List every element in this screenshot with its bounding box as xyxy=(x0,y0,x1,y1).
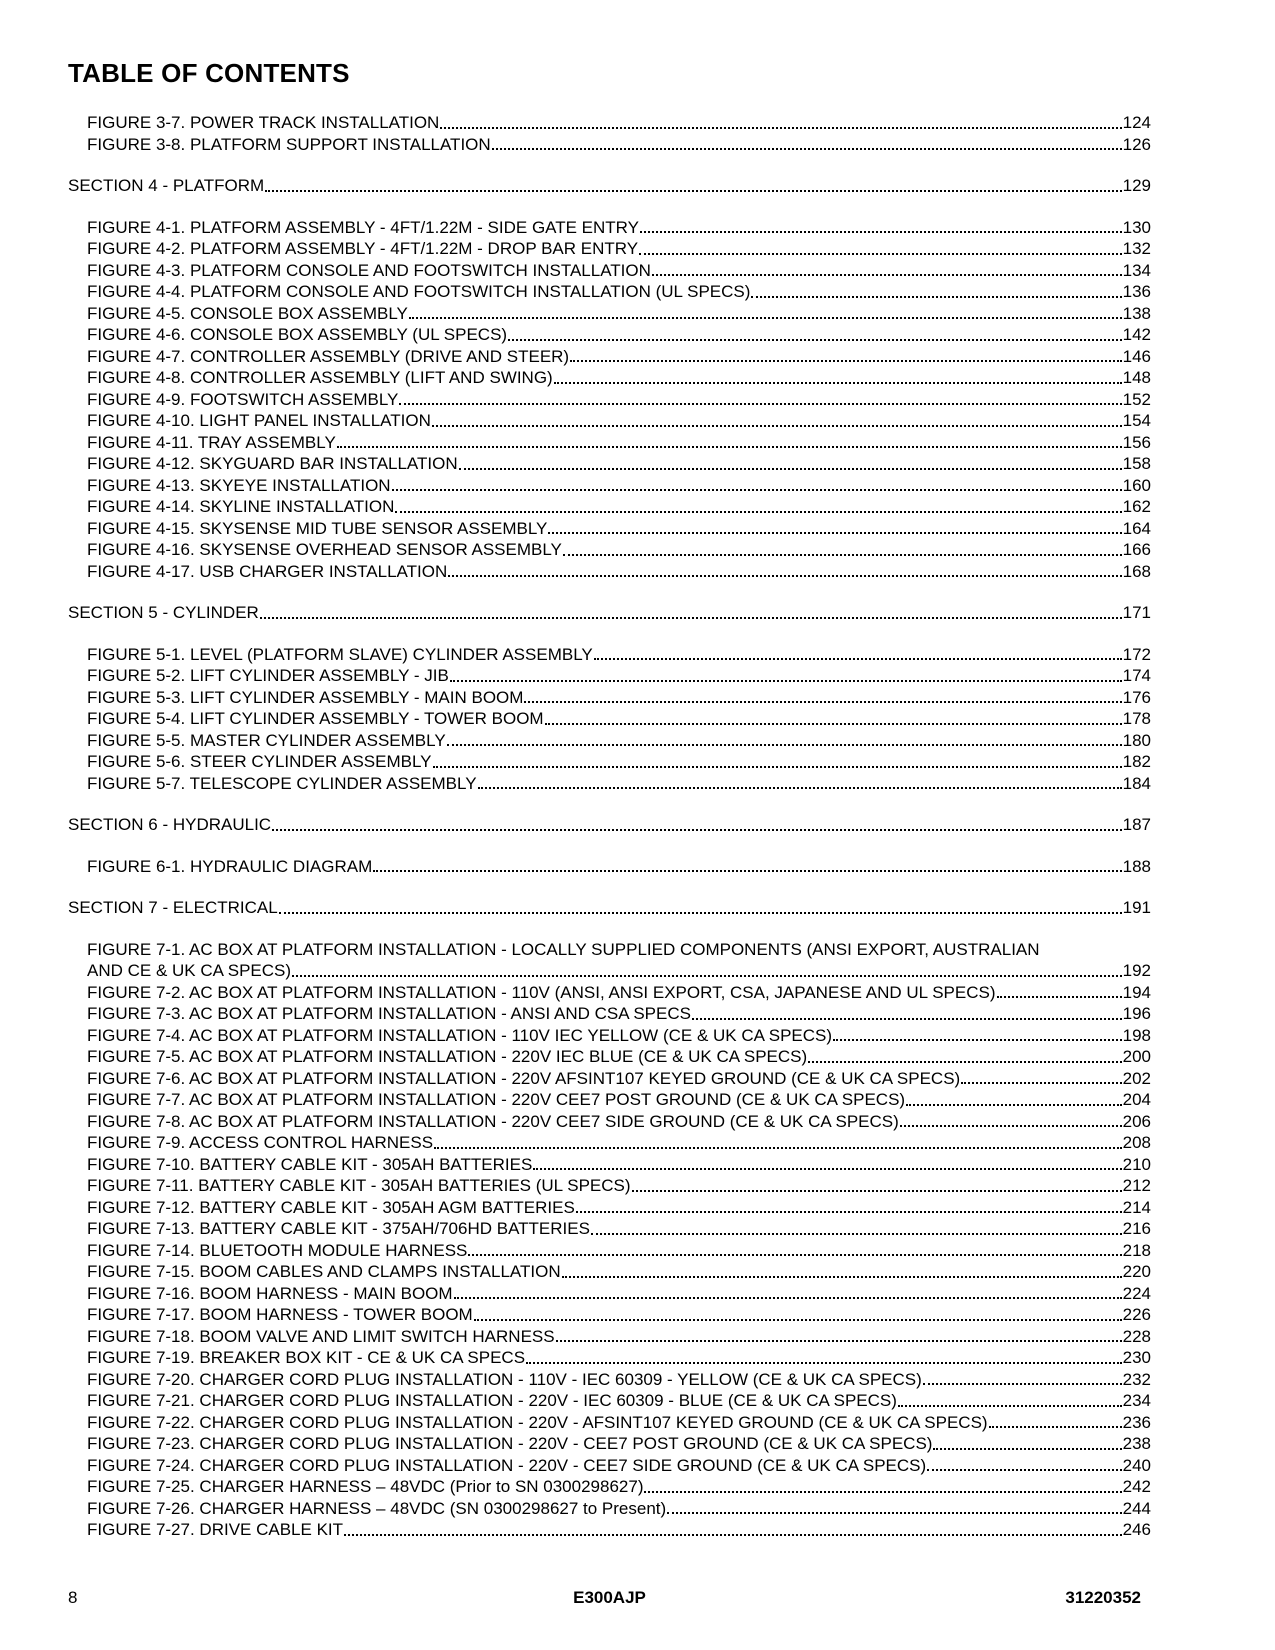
dot-leader xyxy=(474,1319,1122,1321)
toc-entry-label: FIGURE 7-1. AC BOX AT PLATFORM INSTALLATION - LOCALLY SUPPLIED COMPONENTS (ANSI EXPORT, AUSTRALIAN xyxy=(87,939,1040,959)
toc-entry-label: FIGURE 4-14. SKYLINE INSTALLATION xyxy=(87,497,395,516)
dot-leader xyxy=(576,1211,1122,1213)
dot-leader xyxy=(492,148,1122,150)
dot-leader xyxy=(373,870,1121,872)
toc-entry-page: 152 xyxy=(1122,389,1151,409)
toc-entry-label: FIGURE 5-3. LIFT CYLINDER ASSEMBLY - MAIN BOOM xyxy=(87,687,524,707)
toc-entry-section[interactable] xyxy=(68,814,1151,836)
toc-entry-figure[interactable] xyxy=(68,260,1151,282)
toc-entry-figure[interactable] xyxy=(68,518,1151,540)
dot-leader xyxy=(644,1491,1121,1493)
toc-entry-label: FIGURE 4-8. CONTROLLER ASSEMBLY (LIFT AND SWING) xyxy=(87,368,553,387)
toc-entry-page: 138 xyxy=(1122,303,1151,323)
dot-leader xyxy=(961,1082,1121,1084)
toc-entry-page: 226 xyxy=(1122,1305,1151,1324)
toc-entry-figure[interactable] xyxy=(68,1283,1151,1305)
toc-entry-figure[interactable] xyxy=(68,939,1151,982)
dot-leader xyxy=(265,190,1121,192)
dot-leader xyxy=(399,403,1121,405)
toc-entry-figure[interactable] xyxy=(68,665,1151,687)
dot-leader xyxy=(533,1168,1121,1170)
toc-entry-figure[interactable] xyxy=(68,432,1151,454)
toc-entry-label: FIGURE 4-3. PLATFORM CONSOLE AND FOOTSWITCH INSTALLATION xyxy=(87,260,651,280)
toc-entry-figure[interactable] xyxy=(68,856,1151,878)
toc-entry-page: 220 xyxy=(1122,1262,1151,1281)
toc-entry-label: FIGURE 7-8. AC BOX AT PLATFORM INSTALLATION - 220V CEE7 SIDE GROUND (CE & UK CA SPECS) xyxy=(87,1111,899,1131)
toc-entry-label: FIGURE 7-26. CHARGER HARNESS – 48VDC (SN 0300298627 to Present) xyxy=(87,1498,667,1518)
table-of-contents xyxy=(68,112,1151,1541)
dot-leader xyxy=(448,575,1121,577)
dot-leader xyxy=(833,1039,1122,1041)
dot-leader xyxy=(432,425,1122,427)
toc-entry-page: 142 xyxy=(1122,325,1151,344)
toc-entry-page: 240 xyxy=(1122,1455,1151,1475)
toc-entry-figure[interactable] xyxy=(68,1519,1151,1541)
dot-leader xyxy=(632,1190,1122,1192)
toc-entry-label: FIGURE 4-16. SKYSENSE OVERHEAD SENSOR ASSEMBLY xyxy=(87,540,562,559)
toc-entry-page: 124 xyxy=(1122,113,1151,132)
toc-entry-figure[interactable] xyxy=(68,773,1151,795)
dot-leader xyxy=(923,1383,1122,1385)
toc-entry-page: 216 xyxy=(1122,1219,1151,1238)
toc-entry-figure[interactable] xyxy=(68,134,1151,156)
dot-leader xyxy=(524,701,1121,703)
toc-entry-label: FIGURE 7-22. CHARGER CORD PLUG INSTALLATION - 220V - AFSINT107 KEYED GROUND (CE & UK CA SPECS) xyxy=(87,1412,988,1432)
toc-entry-label: FIGURE 7-18. BOOM VALVE AND LIMIT SWITCH HARNESS xyxy=(87,1326,555,1346)
toc-entry-page: 136 xyxy=(1122,282,1151,301)
toc-entry-figure[interactable] xyxy=(68,1390,1151,1412)
dot-leader xyxy=(898,1405,1122,1407)
toc-entry-page: 236 xyxy=(1122,1412,1151,1432)
toc-entry-continuation xyxy=(87,960,1151,982)
toc-entry-page: 166 xyxy=(1122,540,1151,559)
toc-entry-page: 176 xyxy=(1122,687,1151,707)
dot-leader xyxy=(344,1534,1122,1536)
dot-leader xyxy=(562,1276,1122,1278)
toc-entry-figure[interactable] xyxy=(68,238,1151,260)
toc-entry-figure[interactable] xyxy=(68,751,1151,773)
toc-entry-figure[interactable] xyxy=(68,324,1151,346)
dot-leader xyxy=(997,996,1122,998)
toc-entry-page: 184 xyxy=(1122,773,1151,793)
dot-leader xyxy=(900,1125,1122,1127)
toc-entry-page: 194 xyxy=(1122,982,1151,1002)
toc-entry-label: FIGURE 7-10. BATTERY CABLE KIT - 305AH BATTERIES xyxy=(87,1154,533,1174)
toc-entry-label: FIGURE 3-8. PLATFORM SUPPORT INSTALLATION xyxy=(87,134,491,154)
dot-leader xyxy=(933,1448,1121,1450)
toc-entry-figure[interactable] xyxy=(68,367,1151,389)
toc-entry-label: FIGURE 7-16. BOOM HARNESS - MAIN BOOM xyxy=(87,1283,453,1303)
toc-entry-page: 171 xyxy=(1122,603,1151,622)
toc-entry-figure[interactable] xyxy=(68,1455,1151,1477)
toc-entry-page: 246 xyxy=(1122,1520,1151,1539)
dot-leader xyxy=(594,658,1122,660)
toc-entry-label: FIGURE 7-2. AC BOX AT PLATFORM INSTALLATION - 110V (ANSI, ANSI EXPORT, CSA, JAPANESE AND UL SPECS) xyxy=(87,982,996,1002)
toc-entry-page: 192 xyxy=(1122,961,1151,980)
toc-entry-page: 134 xyxy=(1122,260,1151,280)
toc-entry-page: 148 xyxy=(1122,368,1151,387)
toc-entry-label: SECTION 4 - PLATFORM xyxy=(68,176,265,195)
dot-leader xyxy=(292,975,1122,977)
toc-entry-page: 198 xyxy=(1122,1025,1151,1045)
toc-entry-label: FIGURE 7-5. AC BOX AT PLATFORM INSTALLATION - 220V IEC BLUE (CE & UK CA SPECS) xyxy=(87,1047,808,1066)
toc-entry-label: FIGURE 4-10. LIGHT PANEL INSTALLATION xyxy=(87,411,431,430)
toc-entry-page: 132 xyxy=(1122,239,1151,258)
toc-entry-page: 154 xyxy=(1122,411,1151,430)
toc-entry-label: FIGURE 3-7. POWER TRACK INSTALLATION xyxy=(87,113,440,132)
toc-entry-label: FIGURE 7-11. BATTERY CABLE KIT - 305AH BATTERIES (UL SPECS) xyxy=(87,1176,631,1195)
dot-leader xyxy=(545,723,1122,725)
toc-entry-label: FIGURE 7-14. BLUETOOTH MODULE HARNESS xyxy=(87,1240,468,1260)
toc-entry-figure[interactable] xyxy=(68,687,1151,709)
toc-entry-label: FIGURE 7-4. AC BOX AT PLATFORM INSTALLATION - 110V IEC YELLOW (CE & UK CA SPECS) xyxy=(87,1025,833,1045)
toc-entry-page: 206 xyxy=(1122,1111,1151,1131)
toc-entry-page: 172 xyxy=(1122,644,1151,664)
toc-entry-figure[interactable] xyxy=(68,1261,1151,1283)
toc-entry-figure[interactable] xyxy=(68,453,1151,475)
dot-leader xyxy=(808,1061,1121,1063)
toc-entry-figure[interactable] xyxy=(68,1240,1151,1262)
dot-leader xyxy=(692,1018,1122,1020)
toc-entry-figure[interactable] xyxy=(68,410,1151,432)
toc-entry-page: 146 xyxy=(1122,346,1151,366)
toc-entry-page: 230 xyxy=(1122,1348,1151,1367)
toc-entry-figure[interactable] xyxy=(68,1046,1151,1068)
toc-entry-label: FIGURE 7-3. AC BOX AT PLATFORM INSTALLATION - ANSI AND CSA SPECS xyxy=(87,1004,691,1023)
dot-leader xyxy=(927,1469,1121,1471)
toc-entry-label: FIGURE 7-9. ACCESS CONTROL HARNESS xyxy=(87,1133,434,1152)
footer-model: E300AJP xyxy=(573,1588,646,1607)
toc-entry-label: FIGURE 7-23. CHARGER CORD PLUG INSTALLATION - 220V - CEE7 POST GROUND (CE & UK CA SPECS) xyxy=(87,1434,933,1453)
toc-entry-label: FIGURE 6-1. HYDRAULIC DIAGRAM xyxy=(87,856,373,876)
toc-entry-label: FIGURE 7-19. BREAKER BOX KIT - CE & UK CA SPECS xyxy=(87,1348,526,1367)
dot-leader xyxy=(260,617,1122,619)
toc-entry-label: FIGURE 7-13. BATTERY CABLE KIT - 375AH/706HD BATTERIES xyxy=(87,1219,590,1238)
toc-entry-page: 242 xyxy=(1122,1477,1151,1496)
toc-entry-label: FIGURE 4-5. CONSOLE BOX ASSEMBLY xyxy=(87,303,408,323)
toc-entry-page: 191 xyxy=(1122,898,1151,917)
toc-entry-figure[interactable] xyxy=(68,475,1151,497)
toc-entry-page: 232 xyxy=(1122,1369,1151,1389)
dot-leader xyxy=(447,744,1122,746)
dot-leader xyxy=(409,317,1122,319)
dot-leader xyxy=(563,554,1122,556)
toc-entry-figure[interactable] xyxy=(68,389,1151,411)
toc-entry-page: 180 xyxy=(1122,730,1151,750)
toc-entry-figure[interactable] xyxy=(68,1089,1151,1111)
toc-entry-figure[interactable] xyxy=(68,217,1151,239)
dot-leader xyxy=(433,766,1122,768)
toc-entry-label: FIGURE 7-27. DRIVE CABLE KIT xyxy=(87,1520,344,1539)
toc-entry-page: 130 xyxy=(1122,217,1151,237)
toc-entry-figure[interactable] xyxy=(68,708,1151,730)
toc-entry-label: FIGURE 5-2. LIFT CYLINDER ASSEMBLY - JIB xyxy=(87,666,449,685)
toc-entry-page: 204 xyxy=(1122,1090,1151,1109)
toc-entry-page: 126 xyxy=(1122,134,1151,154)
dot-leader xyxy=(434,1147,1122,1149)
toc-entry-page: 224 xyxy=(1122,1283,1151,1303)
toc-entry-section[interactable] xyxy=(68,897,1151,919)
page-title: TABLE OF CONTENTS xyxy=(68,58,350,88)
toc-entry-page: 129 xyxy=(1122,176,1151,195)
dot-leader xyxy=(468,1254,1121,1256)
toc-entry-label: FIGURE 7-7. AC BOX AT PLATFORM INSTALLATION - 220V CEE7 POST GROUND (CE & UK CA SPECS) xyxy=(87,1090,906,1109)
toc-entry-label: FIGURE 4-7. CONTROLLER ASSEMBLY (DRIVE AND STEER) xyxy=(87,346,570,366)
dot-leader xyxy=(639,253,1122,255)
toc-entry-figure[interactable] xyxy=(68,539,1151,561)
toc-entry-figure[interactable] xyxy=(68,1369,1151,1391)
toc-entry-page: 212 xyxy=(1122,1176,1151,1195)
toc-entry-page: 156 xyxy=(1122,432,1151,452)
toc-entry-label: FIGURE 4-15. SKYSENSE MID TUBE SENSOR ASSEMBLY xyxy=(87,518,548,538)
toc-entry-section[interactable] xyxy=(68,602,1151,624)
toc-entry-label: SECTION 5 - CYLINDER xyxy=(68,603,259,622)
toc-entry-page: 178 xyxy=(1122,709,1151,728)
toc-entry-label: FIGURE 4-11. TRAY ASSEMBLY xyxy=(87,432,336,452)
toc-entry-page: 187 xyxy=(1122,815,1151,834)
toc-entry-page: 244 xyxy=(1122,1498,1151,1518)
toc-entry-figure[interactable] xyxy=(68,1218,1151,1240)
toc-entry-label: FIGURE 7-21. CHARGER CORD PLUG INSTALLATION - 220V - IEC 60309 - BLUE (CE & UK CA SPECS) xyxy=(87,1391,897,1410)
toc-entry-section[interactable] xyxy=(68,175,1151,197)
toc-entry-page: 188 xyxy=(1122,856,1151,876)
dot-leader xyxy=(554,382,1122,384)
toc-entry-page: 168 xyxy=(1122,561,1151,581)
toc-entry-figure[interactable] xyxy=(68,1498,1151,1520)
toc-entry-figure[interactable] xyxy=(68,1326,1151,1348)
toc-entry-page: 160 xyxy=(1122,475,1151,495)
toc-entry-label: FIGURE 4-12. SKYGUARD BAR INSTALLATION xyxy=(87,454,458,473)
dot-leader xyxy=(989,1426,1122,1428)
toc-entry-figure[interactable] xyxy=(68,1175,1151,1197)
toc-entry-figure[interactable] xyxy=(68,1476,1151,1498)
dot-leader xyxy=(526,1362,1122,1364)
dot-leader xyxy=(640,231,1122,233)
toc-entry-page: 214 xyxy=(1122,1197,1151,1217)
toc-entry-page: 238 xyxy=(1122,1434,1151,1453)
toc-entry-label: FIGURE 4-13. SKYEYE INSTALLATION xyxy=(87,475,391,495)
toc-entry-figure[interactable] xyxy=(68,1025,1151,1047)
toc-entry-label: FIGURE 5-1. LEVEL (PLATFORM SLAVE) CYLINDER ASSEMBLY xyxy=(87,644,593,664)
dot-leader xyxy=(272,829,1122,831)
toc-entry-page: 218 xyxy=(1122,1240,1151,1260)
dot-leader xyxy=(454,1297,1122,1299)
toc-entry-label: FIGURE 5-6. STEER CYLINDER ASSEMBLY xyxy=(87,752,432,771)
toc-entry-label: FIGURE 7-15. BOOM CABLES AND CLAMPS INSTALLATION xyxy=(87,1262,561,1281)
toc-entry-label: SECTION 7 - ELECTRICAL xyxy=(68,898,278,917)
toc-entry-figure[interactable] xyxy=(68,1111,1151,1133)
toc-entry-label: FIGURE 4-9. FOOTSWITCH ASSEMBLY xyxy=(87,389,399,409)
toc-entry-label: FIGURE 5-4. LIFT CYLINDER ASSEMBLY - TOWER BOOM xyxy=(87,709,544,728)
toc-entry-label: FIGURE 7-12. BATTERY CABLE KIT - 305AH AGM BATTERIES xyxy=(87,1197,575,1217)
footer-page-number: 8 xyxy=(68,1588,78,1607)
toc-entry-figure[interactable] xyxy=(68,1412,1151,1434)
toc-entry-label: FIGURE 7-25. CHARGER HARNESS – 48VDC (Prior to SN 0300298627) xyxy=(87,1477,644,1496)
toc-entry-page: 196 xyxy=(1122,1004,1151,1023)
toc-entry-page: 174 xyxy=(1122,666,1151,685)
dot-leader xyxy=(906,1104,1122,1106)
toc-entry-page: 200 xyxy=(1122,1047,1151,1066)
toc-entry-figure[interactable] xyxy=(68,561,1151,583)
dot-leader xyxy=(751,296,1121,298)
dot-leader xyxy=(570,360,1122,362)
toc-entry-figure[interactable] xyxy=(68,1154,1151,1176)
toc-entry-page: 234 xyxy=(1122,1391,1151,1410)
toc-entry-page: 162 xyxy=(1122,497,1151,516)
toc-entry-figure[interactable] xyxy=(68,730,1151,752)
toc-entry-label: FIGURE 4-2. PLATFORM ASSEMBLY - 4FT/1.22M - DROP BAR ENTRY xyxy=(87,239,639,258)
toc-entry-figure[interactable] xyxy=(68,303,1151,325)
footer-doc-number: 31220352 xyxy=(1065,1588,1141,1607)
toc-entry-figure[interactable] xyxy=(68,1433,1151,1455)
toc-entry-figure[interactable] xyxy=(68,1068,1151,1090)
toc-entry-figure[interactable] xyxy=(68,1304,1151,1326)
toc-entry-figure[interactable] xyxy=(68,1197,1151,1219)
dot-leader xyxy=(337,446,1122,448)
dot-leader xyxy=(591,1233,1122,1235)
toc-entry-page: 182 xyxy=(1122,752,1151,771)
toc-entry-page: 158 xyxy=(1122,454,1151,473)
dot-leader xyxy=(459,468,1122,470)
toc-entry-label: FIGURE 4-17. USB CHARGER INSTALLATION xyxy=(87,561,448,581)
toc-entry-figure[interactable] xyxy=(68,496,1151,518)
toc-entry-figure[interactable] xyxy=(68,281,1151,303)
dot-leader xyxy=(478,787,1122,789)
toc-entry-label: SECTION 6 - HYDRAULIC xyxy=(68,815,272,834)
dot-leader xyxy=(667,1512,1121,1514)
toc-entry-figure[interactable] xyxy=(68,982,1151,1004)
toc-entry-figure[interactable] xyxy=(68,1347,1151,1369)
toc-entry-label: FIGURE 5-5. MASTER CYLINDER ASSEMBLY xyxy=(87,730,446,750)
dot-leader xyxy=(450,680,1122,682)
dot-leader xyxy=(392,489,1122,491)
toc-entry-figure[interactable] xyxy=(68,112,1151,134)
toc-entry-label: FIGURE 4-1. PLATFORM ASSEMBLY - 4FT/1.22M - SIDE GATE ENTRY xyxy=(87,217,639,237)
toc-entry-label: FIGURE 4-6. CONSOLE BOX ASSEMBLY (UL SPECS) xyxy=(87,325,508,344)
toc-entry-figure[interactable] xyxy=(68,1132,1151,1154)
toc-entry-figure[interactable] xyxy=(68,1003,1151,1025)
toc-entry-label: FIGURE 4-4. PLATFORM CONSOLE AND FOOTSWITCH INSTALLATION (UL SPECS) xyxy=(87,282,751,301)
toc-entry-page: 164 xyxy=(1122,518,1151,538)
toc-entry-page: 228 xyxy=(1122,1326,1151,1346)
toc-entry-figure[interactable] xyxy=(68,346,1151,368)
dot-leader xyxy=(508,339,1122,341)
dot-leader xyxy=(395,511,1121,513)
dot-leader xyxy=(279,912,1122,914)
dot-leader xyxy=(652,274,1122,276)
toc-entry-page: 202 xyxy=(1122,1068,1151,1088)
dot-leader xyxy=(556,1340,1122,1342)
toc-entry-label-continued: AND CE & UK CA SPECS) xyxy=(87,961,292,980)
toc-entry-page: 208 xyxy=(1122,1133,1151,1152)
dot-leader xyxy=(548,532,1121,534)
dot-leader xyxy=(440,127,1121,129)
toc-entry-label: FIGURE 7-20. CHARGER CORD PLUG INSTALLATION - 110V - IEC 60309 - YELLOW (CE & UK CA SPECS) xyxy=(87,1369,922,1389)
toc-entry-label: FIGURE 7-6. AC BOX AT PLATFORM INSTALLATION - 220V AFSINT107 KEYED GROUND (CE & UK CA SPECS) xyxy=(87,1068,961,1088)
toc-entry-page: 210 xyxy=(1122,1154,1151,1174)
toc-entry-figure[interactable] xyxy=(68,644,1151,666)
toc-entry-label: FIGURE 7-17. BOOM HARNESS - TOWER BOOM xyxy=(87,1305,473,1324)
toc-entry-label: FIGURE 5-7. TELESCOPE CYLINDER ASSEMBLY xyxy=(87,773,477,793)
toc-entry-label: FIGURE 7-24. CHARGER CORD PLUG INSTALLATION - 220V - CEE7 SIDE GROUND (CE & UK CA SPECS) xyxy=(87,1455,927,1475)
